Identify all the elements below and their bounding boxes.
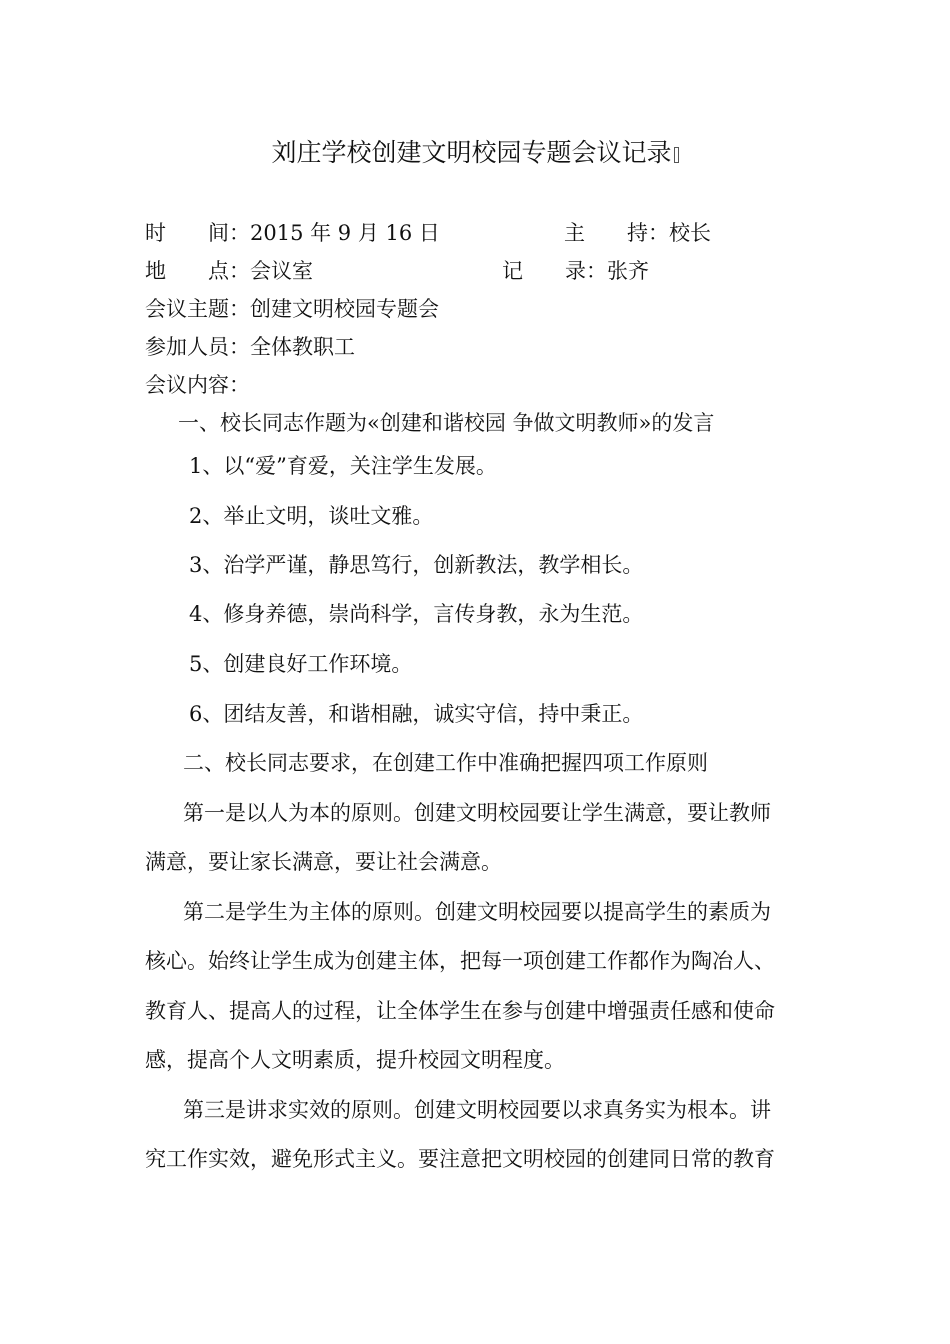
meta-attendees <box>145 333 355 361</box>
principle2-line: 第二是学生为主体的原则。创建文明校园要以提高学生的素质为 <box>183 900 771 924</box>
time-value: 2015 年 9 月 16 日 <box>250 221 440 245</box>
attendees-label: 参加人员： <box>145 335 250 359</box>
principle1-line: 满意，要让家长满意，要让社会满意。 <box>145 850 502 874</box>
time-label: 时 间： <box>145 221 250 245</box>
section2-heading: 二、校长同志要求，在创建工作中准确把握四项工作原则 <box>183 751 708 775</box>
section1-item: 2、举止文明，谈吐文雅。 <box>189 504 434 528</box>
attendees-value: 全体教职工 <box>250 335 355 359</box>
principle3-line: 第三是讲求实效的原则。创建文明校园要以求真务实为根本。讲 <box>183 1098 771 1122</box>
recorder-label: 记 录： <box>502 259 607 283</box>
meta-topic <box>145 295 439 323</box>
recorder-value: 张齐 <box>607 259 649 283</box>
principle1-line: 第一是以人为本的原则。创建文明校园要让学生满意，要让教师 <box>183 801 771 825</box>
host-label: 主 持： <box>564 221 669 245</box>
title-text: 刘庄学校创建文明校园专题会议记录 <box>271 138 672 167</box>
section1-item: 1、以“爱”育爱，关注学生发展。 <box>189 454 497 478</box>
principle2-line: 核心。始终让学生成为创建主体，把每一项创建工作都作为陶冶人、 <box>145 949 775 973</box>
section1-item: 3、治学严谨，静思笃行，创新教法，教学相长。 <box>189 553 644 577</box>
section1-item: 4、修身养德，崇尚科学，言传身教，永为生范。 <box>189 602 644 626</box>
place-value: 会议室 <box>250 259 313 283</box>
meta-place <box>145 257 313 285</box>
host-value: 校长 <box>669 221 711 245</box>
meta-time <box>145 219 440 247</box>
section1-heading: 一、校长同志作题为«创建和谐校园 争做文明教师»的发言 <box>178 411 715 435</box>
topic-value: 创建文明校园专题会 <box>250 297 439 321</box>
section1-item: 6、团结友善，和谐相融，诚实守信，持中秉正。 <box>189 702 644 726</box>
meta-recorder <box>502 257 649 285</box>
principle3-line: 究工作实效，避免形式主义。要注意把文明校园的创建同日常的教育 <box>145 1147 775 1171</box>
section1-item: 5、创建良好工作环境。 <box>189 652 413 676</box>
title-placeholder-mark <box>674 147 679 163</box>
meta-content-label: 会议内容： <box>145 373 250 397</box>
principle2-line: 教育人、提高人的过程，让全体学生在参与创建中增强责任感和使命 <box>145 999 775 1023</box>
document-title <box>0 136 950 170</box>
principle2-line: 感，提高个人文明素质，提升校园文明程度。 <box>145 1048 565 1072</box>
place-label: 地 点： <box>145 259 250 283</box>
topic-label: 会议主题： <box>145 297 250 321</box>
meta-host <box>564 219 711 247</box>
